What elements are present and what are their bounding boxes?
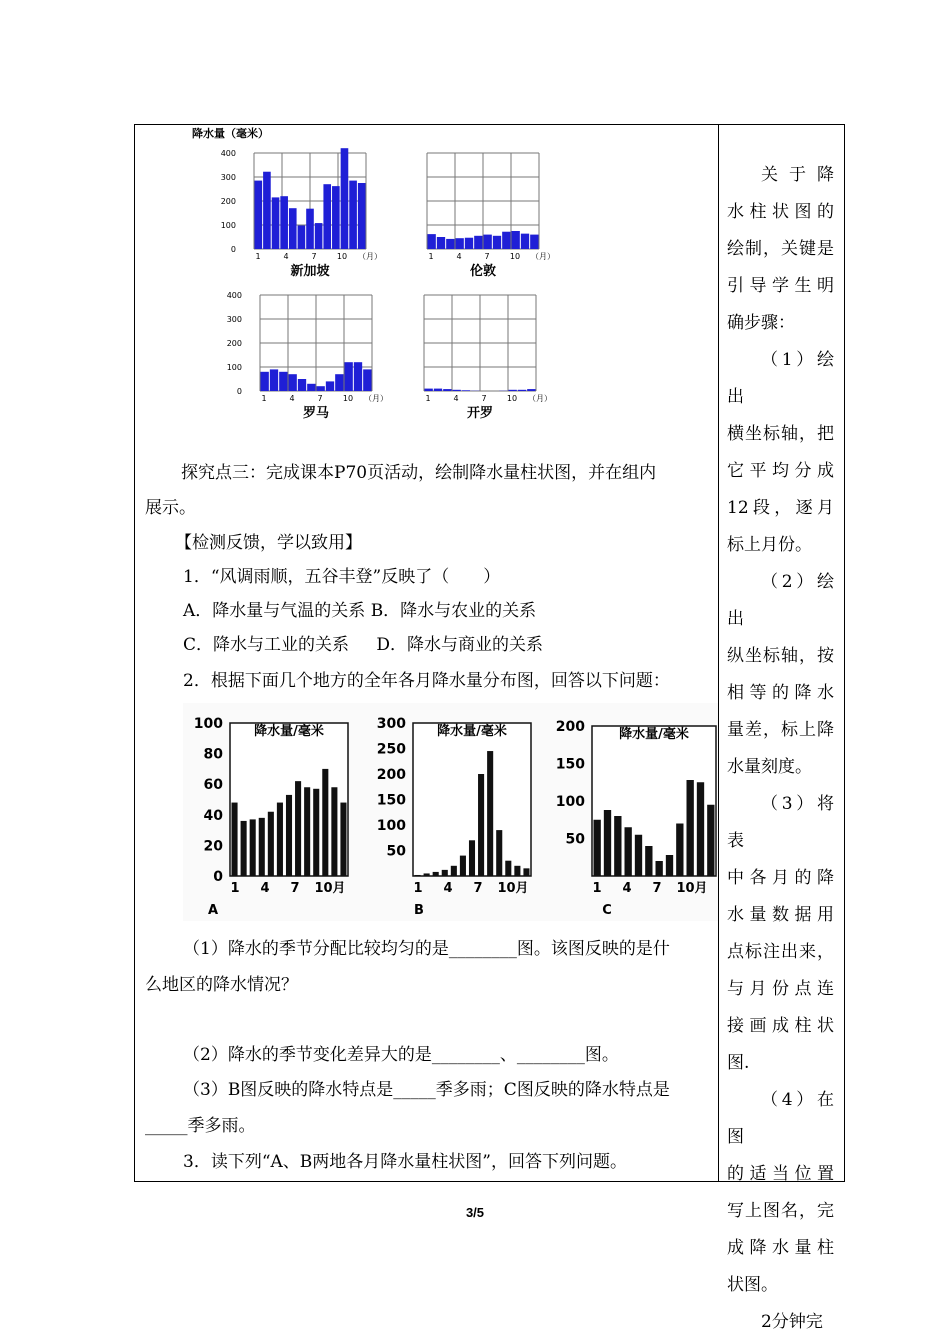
bottom-chart-bar [469, 840, 475, 876]
teacher-note-line: 标上月份。 [727, 535, 812, 555]
teacher-note-line: 引导学生明 [727, 276, 834, 296]
top-chart-bar [509, 390, 517, 391]
bottom-chart-ytick: 50 [565, 831, 585, 848]
bottom-chart-bar [645, 846, 652, 876]
bottom-chart-bar [313, 789, 319, 876]
top-chart-xtick: 1 [425, 394, 431, 403]
top-chart-bar [434, 389, 442, 391]
q3-text: 3．读下列“A、B两地各月降水量柱状图”，回答下列问题。 [183, 1152, 627, 1172]
bottom-chart-ytick: 60 [203, 777, 223, 794]
bottom-chart-ytick: 80 [203, 746, 223, 763]
top-chart-xtick: 1 [255, 252, 261, 261]
bottom-chart-A [194, 716, 348, 918]
bottom-chart-title: 降水量/毫米 [437, 724, 507, 739]
q1-option-d: D．降水与商业的关系 [376, 635, 544, 655]
bottom-chart-label: A [207, 903, 219, 918]
top-chart-xtick: 1 [261, 394, 267, 403]
bottom-chart-bar [304, 787, 310, 876]
top-chart-bar [326, 381, 334, 391]
bottom-chart-bar [259, 818, 265, 876]
bottom-chart-xtick: 7 [290, 881, 300, 896]
bottom-chart-bar [424, 873, 430, 876]
top-chart-xtick: 7 [484, 252, 490, 261]
bottom-chart-bar [340, 803, 346, 876]
q1-option-a: A．降水量与气温的关系 [183, 601, 366, 621]
teacher-note-line: 关于降 [761, 165, 834, 185]
q2-1-line2: 么地区的降水情况？ [145, 975, 298, 995]
q2-2-text: （2）降水的季节变化差异大的是________、________图。 [183, 1045, 619, 1065]
top-chart-bar [341, 148, 349, 249]
top-chart-month-unit: （月） [364, 394, 388, 403]
page-number: 3/5 [465, 1205, 485, 1220]
top-chart-bar [323, 184, 331, 249]
top-chart-bar [502, 232, 510, 249]
top-chart-ytick: 100 [220, 221, 236, 230]
bottom-chart-ytick: 100 [555, 794, 585, 810]
bottom-chart-ytick: 100 [193, 716, 223, 732]
bottom-chart-bar [322, 769, 328, 876]
teacher-note-line: 横坐标轴，把 [727, 424, 834, 444]
top-chart-bar [349, 181, 357, 249]
top-chart-bar [289, 374, 297, 391]
top-chart-xtick: 7 [317, 394, 323, 403]
top-chart-bar [255, 181, 263, 249]
teacher-note-line: 水柱状图的 [727, 202, 834, 222]
bottom-chart-bar [331, 787, 337, 876]
top-chart-xtick: 4 [456, 252, 462, 261]
top-chart-bar [298, 379, 306, 391]
bottom-chart-ytick: 300 [376, 716, 406, 732]
bottom-chart-ytick: 40 [203, 807, 223, 824]
teacher-note-line: 点标注出来， [727, 942, 834, 962]
q1-option-c: C．降水与工业的关系 [183, 635, 350, 655]
q1-options-ab [183, 599, 536, 623]
bottom-chart-label: B [414, 903, 424, 918]
feedback-heading: 【检测反馈，学以致用】 [175, 533, 362, 553]
bottom-chart-bar [451, 866, 457, 876]
top-chart-bar [345, 362, 353, 391]
bottom-chart-B [377, 716, 531, 918]
bottom-chart-xtick: 4 [443, 881, 453, 896]
bottom-chart-xtick: 7 [652, 881, 662, 896]
top-chart-bar [280, 196, 288, 249]
bottom-chart-bar [707, 805, 714, 876]
top-chart-bar [437, 237, 445, 249]
top-chart-xtick: 1 [428, 252, 434, 261]
teacher-note-line: 状图。 [727, 1275, 778, 1295]
bottom-chart-bar [232, 803, 238, 876]
top-chart-ytick: 0 [230, 245, 236, 254]
top-chart-bar [315, 223, 323, 249]
teacher-note-line: 水量刻度。 [727, 757, 812, 777]
teacher-note-line: 量差，标上降 [727, 720, 834, 740]
top-chart-bar [306, 209, 314, 249]
top-chart-bar [332, 186, 340, 249]
bottom-chart-bar [460, 856, 466, 876]
top-chart-xtick: 7 [481, 394, 487, 403]
bottom-chart-bar [295, 781, 301, 876]
top-chart-bar [261, 372, 269, 391]
q2-3-line1: （3）B图反映的降水特点是_____季多雨；C图反映的降水特点是 [183, 1080, 670, 1100]
bottom-chart-month: 10月 [497, 881, 529, 896]
top-chart-4 [424, 295, 552, 421]
teacher-note-line: 成降水量柱 [727, 1238, 834, 1258]
top-chart-bar [272, 197, 280, 249]
bottom-chart-bar [241, 821, 247, 876]
bottom-chart-bar [614, 816, 621, 876]
top-chart-month-unit: （月） [531, 252, 555, 261]
q2-text: 2．根据下面几个地方的全年各月降水量分布图，回答以下问题： [183, 671, 670, 691]
bottom-charts-svg [183, 703, 718, 921]
q1-option-b: B．降水与农业的关系 [370, 601, 537, 621]
bottom-chart-bar [487, 751, 493, 876]
teacher-note-line: 与月份点连 [727, 979, 834, 999]
bottom-chart-ytick: 100 [376, 818, 406, 834]
bottom-chart-ytick: 150 [376, 792, 406, 809]
top-chart-bar [270, 369, 278, 391]
bottom-chart-title: 降水量/毫米 [254, 724, 324, 739]
bottom-chart-ytick: 150 [555, 756, 585, 773]
top-chart-1 [221, 148, 382, 279]
bottom-chart-xtick: 1 [592, 881, 602, 896]
top-chart-bar [298, 225, 306, 249]
teacher-note-line: 的适当位置 [727, 1164, 834, 1184]
teacher-note-line: 纵坐标轴，按 [727, 646, 834, 666]
bottom-chart-bar [505, 861, 511, 876]
q1-options-cd [183, 633, 543, 657]
top-chart-bar [354, 362, 362, 391]
teacher-note-line: 它平均分成 [727, 461, 834, 481]
bottom-chart-month: 10月 [314, 881, 346, 896]
bottom-chart-xtick: 1 [413, 881, 423, 896]
bottom-chart-bar [604, 810, 611, 876]
bottom-chart-month: 10月 [676, 881, 708, 896]
top-chart-bar [263, 172, 271, 249]
bottom-chart-bar [478, 774, 484, 876]
top-chart-ytick: 0 [236, 387, 242, 396]
top-chart-name: 新加坡 [290, 264, 330, 279]
top-chart-month-unit: （月） [358, 252, 382, 261]
top-chart-xtick: 10 [509, 252, 521, 261]
bottom-chart-bar [635, 835, 642, 876]
top-chart-ytick: 300 [220, 173, 236, 182]
bottom-chart-bar [594, 820, 601, 876]
teacher-note-line: 12段，逐月 [727, 498, 834, 518]
bottom-chart-bar [697, 782, 704, 876]
teacher-note-line: 中各月的降 [727, 868, 834, 888]
bottom-chart-bar [523, 868, 529, 876]
top-chart-xtick: 4 [283, 252, 289, 261]
bottom-chart-xtick: 1 [230, 881, 240, 896]
bottom-chart-bar [433, 872, 439, 876]
top-chart-bar [456, 238, 464, 249]
bottom-chart-bar [268, 812, 274, 876]
top-chart-bar [307, 384, 315, 391]
bottom-chart-bar [286, 795, 292, 876]
bottom-chart-bar [496, 830, 502, 876]
top-chart-bar [428, 234, 436, 249]
explore3-line1: 探究点三：完成课本P70页活动，绘制降水量柱状图，并在组内 [181, 463, 657, 483]
bottom-chart-ytick: 200 [376, 767, 406, 783]
top-chart-bar [512, 231, 520, 249]
bottom-chart-label: C [602, 903, 612, 918]
top-chart-bar [521, 234, 529, 249]
bottom-chart-bar [625, 827, 632, 876]
teacher-note-line: 确步骤： [727, 313, 795, 333]
top-chart-bar [453, 390, 461, 391]
top-chart-3 [227, 291, 388, 421]
top-chart-bar [363, 369, 371, 391]
teacher-note-line: 绘制，关键是 [727, 239, 834, 259]
top-chart-bar [484, 235, 492, 249]
teacher-note-line: 写上图名，完 [727, 1201, 834, 1221]
top-chart-xtick: 10 [336, 252, 348, 261]
top-chart-xtick: 10 [342, 394, 354, 403]
top-chart-bar [289, 208, 297, 249]
teacher-note-line: （1）绘出 [727, 350, 834, 407]
top-chart-bar [518, 390, 526, 391]
top-chart-ytick: 100 [226, 363, 242, 372]
bottom-chart-xtick: 4 [260, 881, 270, 896]
teacher-note-line: （2）绘出 [727, 572, 834, 629]
top-chart-bar [462, 390, 470, 391]
top-chart-bar [335, 374, 343, 391]
top-chart-bar [465, 238, 473, 249]
top-chart-name: 罗马 [302, 406, 330, 421]
top-chart-xtick: 4 [289, 394, 295, 403]
top-chart-ytick: 400 [226, 291, 242, 300]
teacher-notes-column [719, 125, 844, 1332]
bottom-chart-bar [514, 866, 520, 876]
top-chart-bar [425, 389, 433, 391]
bottom-chart-ytick: 200 [555, 719, 585, 735]
bottom-chart-bar [687, 780, 694, 876]
explore3-line2: 展示。 [145, 498, 196, 518]
top-chart-month-unit: （月） [528, 394, 552, 403]
q1-text: 1．“风调雨顺，五谷丰登”反映了（ ） [183, 567, 501, 587]
top-chart-xtick: 4 [453, 394, 459, 403]
top-chart-bar [527, 389, 535, 391]
bottom-chart-bar [666, 855, 673, 876]
teacher-note-line: 2分钟完 [761, 1312, 823, 1332]
teacher-note-line: （3）将表 [727, 794, 834, 851]
bottom-chart-bar [442, 870, 448, 876]
top-chart-bar [530, 235, 538, 249]
top-chart-ytick: 200 [226, 339, 242, 348]
bottom-chart-bar [250, 819, 256, 876]
teacher-note-line: 水量数据用 [727, 905, 834, 925]
bottom-chart-C [556, 719, 716, 918]
bottom-chart-xtick: 4 [622, 881, 632, 896]
teacher-note-line: 接画成柱状 [727, 1016, 834, 1036]
top-chart-2 [427, 153, 555, 279]
bottom-chart-bar [415, 875, 421, 876]
top-chart-bar [279, 372, 287, 391]
top-precipitation-charts [184, 125, 564, 435]
top-chart-bar [474, 236, 482, 249]
top-chart-ytick: 400 [220, 149, 236, 158]
teacher-note-line: 相等的降水 [727, 683, 834, 703]
top-chart-xtick: 10 [506, 394, 518, 403]
top-chart-name: 伦敦 [469, 264, 497, 279]
q2-3-line2: _____季多雨。 [145, 1116, 256, 1136]
top-chart-bar [443, 389, 451, 391]
top-chart-ytick: 200 [220, 197, 236, 206]
teacher-notes [719, 157, 844, 1341]
q2-1-line1: （1）降水的季节分配比较均匀的是________图。该图反映的是什 [183, 939, 670, 959]
top-chart-ytick: 300 [226, 315, 242, 324]
top-chart-xtick: 7 [311, 252, 317, 261]
bottom-precipitation-charts [183, 703, 718, 921]
bottom-chart-ytick: 250 [376, 741, 406, 758]
top-charts-svg [184, 125, 564, 435]
top-chart-name: 开罗 [466, 406, 494, 421]
top-chart-bar [317, 386, 325, 391]
bottom-chart-ytick: 20 [203, 838, 223, 855]
top-chart-bar [446, 239, 454, 249]
bottom-chart-bar [656, 861, 663, 876]
top-chart-ylabel: 降水量（毫米） [192, 127, 269, 140]
teacher-note-line: 图. [727, 1053, 750, 1073]
teacher-note-line: （4）在图 [727, 1090, 834, 1147]
bottom-chart-xtick: 7 [473, 881, 483, 896]
top-chart-bar [493, 236, 501, 249]
top-chart-bar [358, 183, 366, 249]
bottom-chart-bar [277, 803, 283, 876]
main-column [135, 125, 718, 1181]
bottom-chart-title: 降水量/毫米 [619, 727, 689, 742]
bottom-chart-ytick: 0 [213, 869, 223, 885]
bottom-chart-ytick: 50 [386, 843, 406, 860]
bottom-chart-bar [676, 824, 683, 877]
